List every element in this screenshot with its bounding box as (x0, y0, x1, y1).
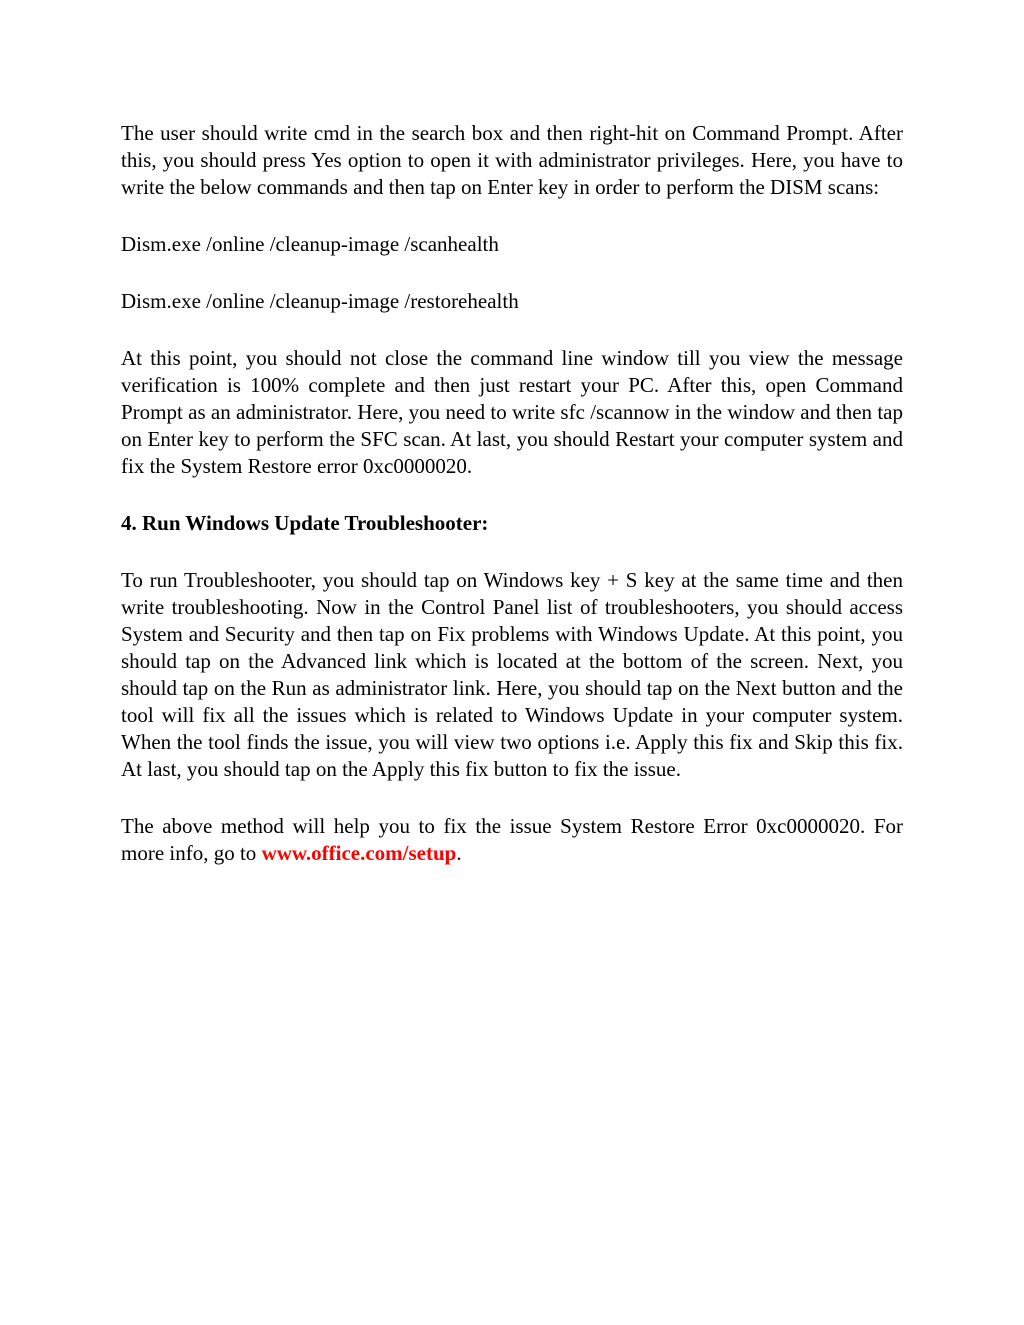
closing-period: . (456, 841, 462, 865)
section-heading: 4. Run Windows Update Troubleshooter: (121, 511, 489, 535)
paragraph-dism-intro: The user should write cmd in the search box and then right-hit on Command Prompt. After this, you should press Yes option to open it with administrator privileges. Here, you have to write the below commands and then tap on Enter key in order to perform the DISM scans: (121, 121, 903, 199)
command-scanhealth: Dism.exe /online /cleanup-image /scanhealth (121, 232, 499, 256)
paragraph-closing (121, 813, 903, 867)
document-body (121, 120, 903, 897)
closing-text: The above method will help you to fix the issue System Restore Error 0xc0000020. For more info, go to (121, 814, 903, 865)
office-setup-link[interactable]: www.office.com/setup (261, 841, 457, 865)
command-restorehealth: Dism.exe /online /cleanup-image /restorehealth (121, 289, 519, 313)
paragraph-troubleshooter: To run Troubleshooter, you should tap on Windows key + S key at the same time and then write troubleshooting. Now in the Control Panel list of troubleshooters, you should access System and Security and then tap on Fix problems with Windows Update. At this point, you should tap on the Advanced link which is located at the bottom of the screen. Next, you should tap on the Run as administrator link. Here, you should tap on the Next button and the tool will fix all the issues which is related to Windows Update in your computer system. When the tool finds the issue, you will view two options i.e. Apply this fix and Skip this fix. At last, you should tap on the Apply this fix button to fix the issue. (121, 568, 903, 781)
paragraph-sfc-scan: At this point, you should not close the command line window till you view the message verification is 100% complete and then just restart your PC. After this, open Command Prompt as an administrator. Here, you need to write sfc /scannow in the window and then tap on Enter key to perform the SFC scan. At last, you should Restart your computer system and fix the System Restore error 0xc0000020. (121, 346, 903, 478)
